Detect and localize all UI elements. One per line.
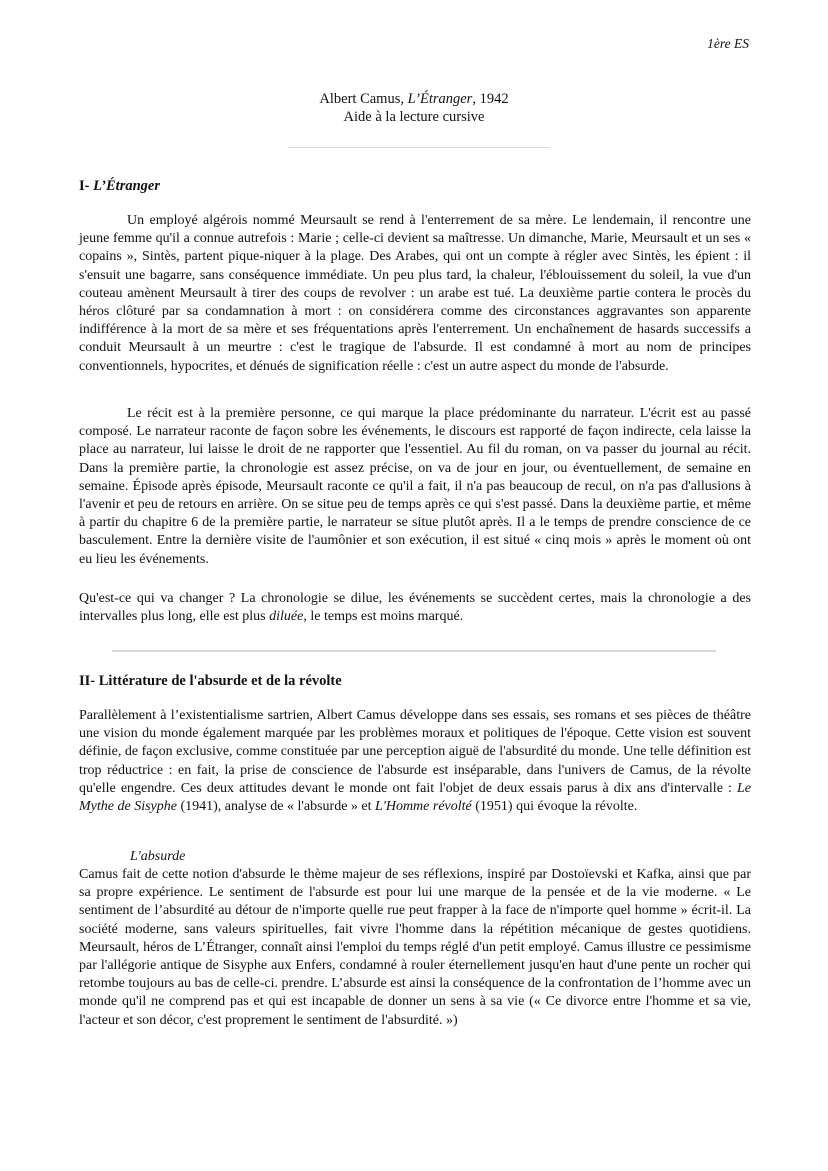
section-2-paragraph-1 bbox=[79, 707, 751, 816]
s2p1-title-homme-revolte: L'Homme révolté bbox=[375, 799, 472, 815]
s2p1-text-a: Parallèlement à l’existentialisme sartrien, Albert Camus développe dans ses essais, ses romans et ses pièces de théâtre une vision du monde également marquée par les problèmes moraux et politiques de l'époque. Cette vision est souvent définie, de façon exclusive, comme constituée par une perception aiguë de l'absurdité du monde. Une telle définition est trop réductrice : en fait, la prise de conscience de l'absurde est inséparable, dans l'univers de Camus, de la révolte qu'elle engendre. Ces deux attitudes devant le monde ont fait l'objet de deux essais parus à dix ans d'intervalle : bbox=[79, 708, 751, 796]
section-1-paragraph-2: Le récit est à la première personne, ce qui marque la place prédominante du narrateur. L'écrit est au passé composé. Le narrateur raconte de façon sobre les événements, le discours est rapporté de façon indirecte, cela laisse la place au narrateur, lui laisse le droit de ne rapporter que l'essentiel. Au fil du roman, on va passer du journal au récit. Dans la première partie, la chronologie est assez précise, on va de jour en jour, ou éventuellement, de semaine en semaine. Épisode après épisode, Meursault raconte ce qu'il a fait, il n'a pas beaucoup de recul, on n'a pas d'allusions à l'avenir et peu de retours en arrière. On se situe peu de temps après ce qui s'est passé. Dans la deuxième partie, et même à partir du chapitre 6 de la première partie, le narrateur se situe plutôt après. Il a le temps de prendre conscience de ce basculement. Entre la dernière visite de l'aumônier et son exécution, il est situé « cinq mois » après le moment où ont eu lieu les événements. bbox=[79, 406, 751, 567]
section-1-paragraph-3 bbox=[79, 590, 751, 626]
section-2-heading: II- Littérature de l'absurde et de la révolte bbox=[79, 673, 342, 689]
section-divider bbox=[112, 650, 716, 652]
document-title bbox=[0, 90, 828, 108]
para3-emphasis: diluée bbox=[269, 609, 304, 625]
section-1-title: L’Étranger bbox=[93, 178, 160, 194]
title-work: L’Étranger bbox=[407, 91, 473, 107]
section-1-heading bbox=[79, 177, 160, 195]
title-divider bbox=[288, 147, 550, 148]
para3-text-a: Qu'est-ce qui va changer ? La chronologie se dilue, les événements se succèdent certes, mais la chronologie a des intervalles plus long, elle est plus bbox=[79, 591, 751, 625]
section-1-paragraph-1: Un employé algérois nommé Meursault se rend à l'enterrement de sa mère. Le lendemain, il rencontre une jeune femme qu'il a connue autrefois : Marie ; celle-ci devient sa maîtresse. Un dimanche, Marie, Meursault et un ses « copains », Sintès, partent pique-niquer à la plage. Des Arabes, qui ont un compte à régler avec Sintès, les épient : il s'ensuit une bagarre, sans conséquence immédiate. Un peu plus tard, la chaleur, l'éblouissement du soleil, la vue d'un couteau amènent Meursault à tirer des coups de revolver : un arabe est tué. La deuxième partie contera le procès du héros clôturé par sa condamnation à mort : on considérera comme des circonstances aggravantes son apparente indifférence à la mort de sa mère et ses fréquentations après l'enterrement. Un enchaînement de hasards successifs a conduit Meursault à un meurtre : c'est le tragique de l'absurde. Il est condamné à mort au nom de principes conventionnels, hypocrites, et dénués de signification réelle : c'est un autre aspect du monde de l'absurde. bbox=[79, 213, 751, 374]
title-author: Albert Camus, bbox=[319, 91, 408, 107]
s2p1-text-c: (1951) qui évoque la révolte. bbox=[471, 799, 638, 815]
class-level-label: 1ère ES bbox=[707, 36, 749, 51]
section-1-number: I- bbox=[79, 178, 94, 194]
title-year: , 1942 bbox=[472, 91, 509, 107]
s2p1-title-sisyphe: Le Mythe de Sisyphe bbox=[79, 780, 751, 815]
s2p1-text-b: (1941), analyse de « l'absurde » et bbox=[176, 799, 376, 815]
document-subtitle: Aide à la lecture cursive bbox=[343, 109, 485, 125]
subsection-heading-absurde: L'absurde bbox=[130, 849, 186, 864]
para3-text-b: , le temps est moins marqué. bbox=[303, 609, 464, 625]
section-2-paragraph-2: Camus fait de cette notion d'absurde le thème majeur de ses réflexions, inspiré par Dostoïevski et Kafka, ainsi que par sa propre expérience. Le sentiment de l'absurde est pour lui une marque de la pensée et de la vie moderne. « Le sentiment de l’absurdité au détour de n'importe quelle rue peut frapper à la face de n'importe quel homme » écrit-il. La société moderne, sans valeurs spirituelles, fait vivre l'homme dans la répétition mécanique de gestes quotidiens. Meursault, héros de L’Étranger, connaît ainsi l'emploi du temps réglé d'un petit employé. Camus illustre ce pessimisme par l'allégorie antique de Sisyphe aux Enfers, condamné à rouler éternellement jusqu'en haut d'une pente un rocher qui retombe toujours au bas de celle-ci. prendre. L’absurde est ainsi la conséquence de la confrontation de l’homme avec un monde qu'il ne comprend pas et qui est incapable de donner un sens à sa vie (« Ce divorce entre l'homme et sa vie, l'acteur et son décor, c'est proprement le sentiment de l'absurdité. ») bbox=[79, 867, 752, 1028]
